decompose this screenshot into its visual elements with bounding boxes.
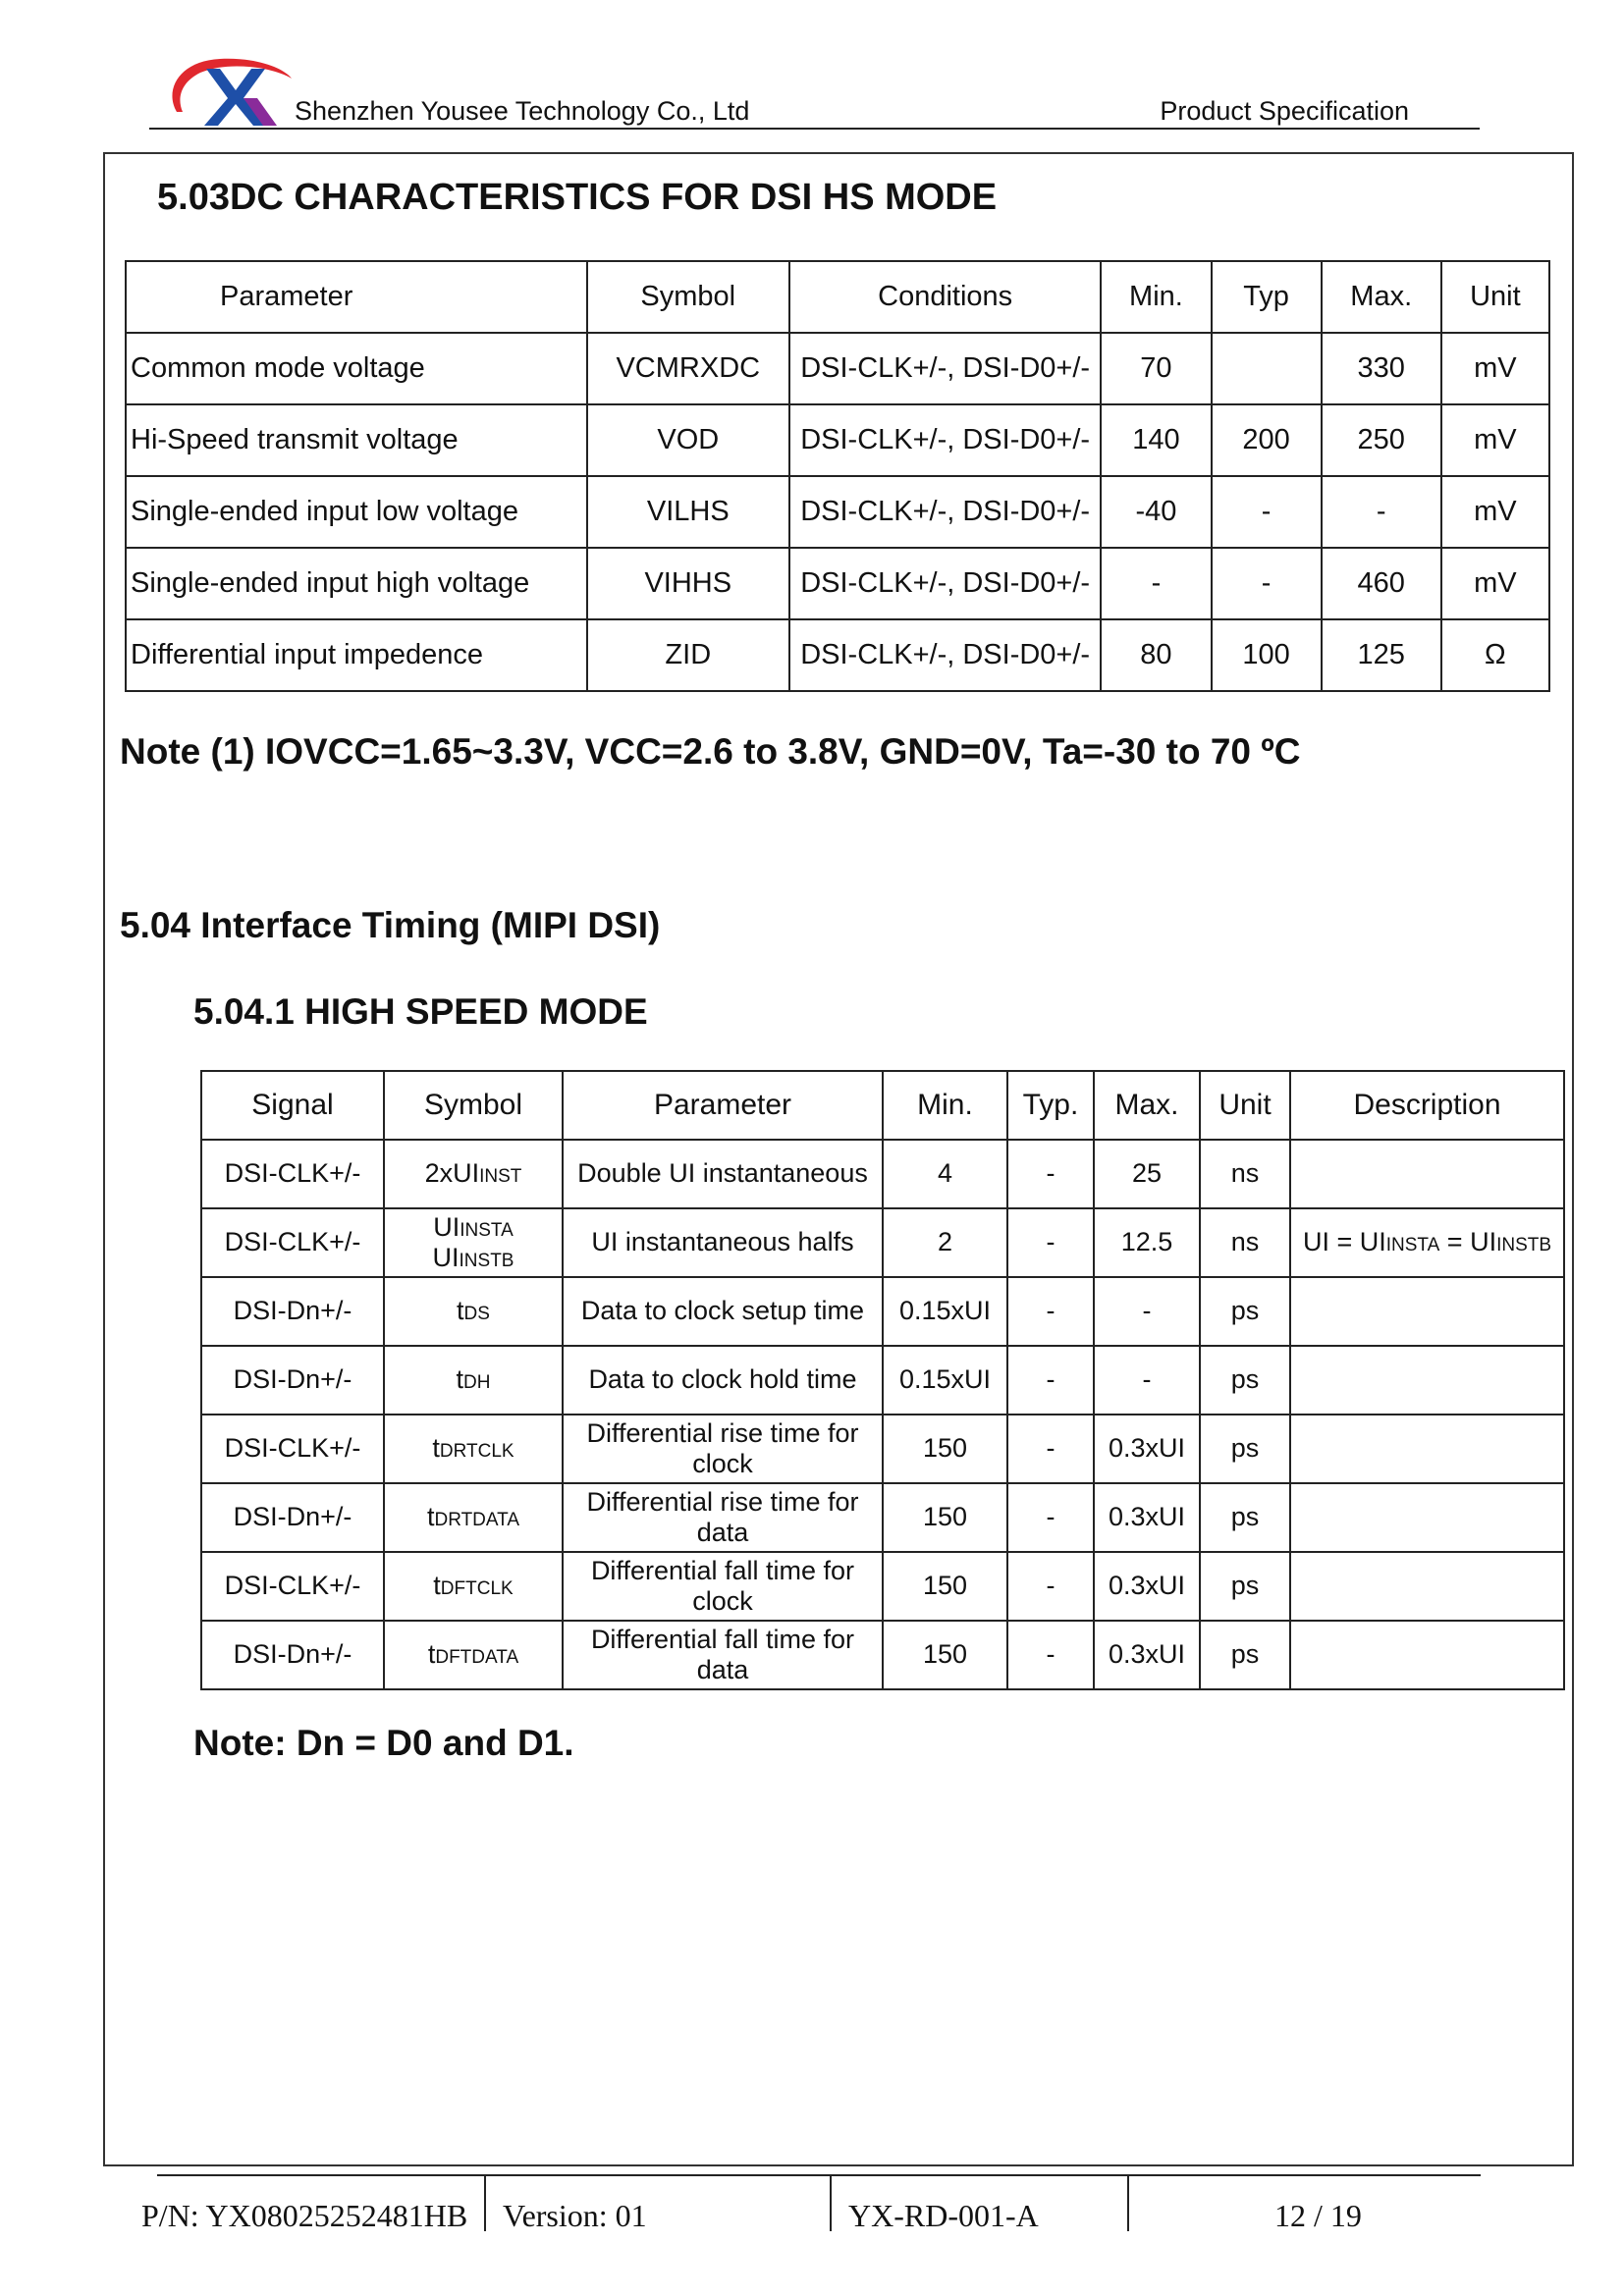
table-row <box>201 1140 1564 1208</box>
column-header: Conditions <box>789 261 1101 333</box>
table-header-row <box>126 261 1549 333</box>
table-cell: DSI-CLK+/-, DSI-D0+/- <box>789 476 1101 548</box>
parameter-cell: Differential fall time for data <box>563 1621 883 1689</box>
symbol-subscript: DS <box>463 1304 490 1325</box>
column-header: Typ. <box>1007 1071 1094 1140</box>
min-cell: 150 <box>883 1415 1007 1483</box>
signal-cell: DSI-Dn+/- <box>201 1483 384 1552</box>
table-cell: 80 <box>1101 619 1211 691</box>
table-cell: DSI-CLK+/-, DSI-D0+/- <box>789 619 1101 691</box>
symbol-cell <box>384 1140 563 1208</box>
table-cell: - <box>1101 548 1211 619</box>
document-type: Product Specification <box>1160 96 1409 126</box>
table-row <box>126 548 1549 619</box>
table-cell: mV <box>1441 548 1549 619</box>
unit-cell: ps <box>1200 1483 1290 1552</box>
table-row <box>126 333 1549 404</box>
unit-cell: ps <box>1200 1346 1290 1415</box>
unit-cell: ns <box>1200 1140 1290 1208</box>
table-row <box>201 1415 1564 1483</box>
table-cell: VCMRXDC <box>587 333 789 404</box>
signal-cell: DSI-CLK+/- <box>201 1552 384 1621</box>
typ-cell: - <box>1007 1208 1094 1277</box>
signal-cell: DSI-CLK+/- <box>201 1415 384 1483</box>
column-header: Max. <box>1094 1071 1200 1140</box>
table-row <box>201 1277 1564 1346</box>
table-cell: mV <box>1441 476 1549 548</box>
symbol-text: UI <box>433 1211 460 1242</box>
typ-cell: - <box>1007 1621 1094 1689</box>
column-header: Symbol <box>384 1071 563 1140</box>
symbol-subscript: DH <box>463 1372 491 1394</box>
table-row <box>126 619 1549 691</box>
symbol-cell <box>384 1346 563 1415</box>
unit-cell: ps <box>1200 1415 1290 1483</box>
parameter-cell: UI instantaneous halfs <box>563 1208 883 1277</box>
table-cell: 200 <box>1212 404 1322 476</box>
column-header: Typ <box>1212 261 1322 333</box>
signal-note: Note: Dn = D0 and D1. <box>193 1723 574 1763</box>
typ-cell: - <box>1007 1277 1094 1346</box>
dc-section-title: 5.03DC CHARACTERISTICS FOR DSI HS MODE <box>157 177 998 218</box>
max-cell: - <box>1094 1277 1200 1346</box>
column-header: Parameter <box>126 261 587 333</box>
table-cell: - <box>1212 548 1322 619</box>
symbol-text: t <box>432 1433 440 1464</box>
footer-separator <box>1127 2176 1129 2231</box>
table-cell: 125 <box>1322 619 1441 691</box>
symbol-text: t <box>427 1639 436 1670</box>
description-cell <box>1290 1208 1564 1277</box>
symbol-cell <box>384 1277 563 1346</box>
symbol-subscript: INST <box>479 1166 522 1188</box>
max-cell: 0.3xUI <box>1094 1415 1200 1483</box>
table-cell: mV <box>1441 404 1549 476</box>
table-row <box>201 1346 1564 1415</box>
parameter-cell: Differential rise time for data <box>563 1483 883 1552</box>
symbol-text: t <box>457 1296 464 1326</box>
timing-section-title: 5.04 Interface Timing (MIPI DSI) <box>120 905 661 945</box>
description-cell <box>1290 1140 1564 1208</box>
table-cell: DSI-CLK+/-, DSI-D0+/- <box>789 404 1101 476</box>
column-header: Symbol <box>587 261 789 333</box>
table-row <box>201 1483 1564 1552</box>
table-cell: 330 <box>1322 333 1441 404</box>
unit-cell: ns <box>1200 1208 1290 1277</box>
table-cell: mV <box>1441 333 1549 404</box>
description-cell <box>1290 1621 1564 1689</box>
high-speed-mode-title: 5.04.1 HIGH SPEED MODE <box>193 991 648 1032</box>
table-header-row <box>201 1071 1564 1140</box>
symbol-text: t <box>426 1502 435 1532</box>
min-cell: 2 <box>883 1208 1007 1277</box>
table-row <box>126 476 1549 548</box>
max-cell: 0.3xUI <box>1094 1552 1200 1621</box>
signal-cell: DSI-CLK+/- <box>201 1140 384 1208</box>
footer-separator <box>484 2176 486 2231</box>
footer-separator <box>830 2176 832 2231</box>
symbol-cell <box>384 1483 563 1552</box>
description-cell <box>1290 1277 1564 1346</box>
signal-cell: DSI-Dn+/- <box>201 1346 384 1415</box>
symbol-cell <box>384 1415 563 1483</box>
max-cell: 12.5 <box>1094 1208 1200 1277</box>
unit-cell: ps <box>1200 1552 1290 1621</box>
table-cell: Single-ended input low voltage <box>126 476 587 548</box>
table-row <box>126 404 1549 476</box>
unit-cell: ps <box>1200 1277 1290 1346</box>
part-number: P/N: YX08025252481HB <box>141 2198 468 2233</box>
symbol-text: t <box>433 1571 441 1601</box>
table-row <box>201 1621 1564 1689</box>
table-cell: Ω <box>1441 619 1549 691</box>
page-footer <box>106 2174 1481 2233</box>
description-text: UI = UI <box>1302 1227 1386 1257</box>
max-cell: 0.3xUI <box>1094 1483 1200 1552</box>
table-cell: 100 <box>1212 619 1322 691</box>
table-cell: 140 <box>1101 404 1211 476</box>
dc-conditions-note: Note (1) IOVCC=1.65~3.3V, VCC=2.6 to 3.8V, GND=0V, Ta=-30 to 70 ºC <box>120 731 1301 772</box>
table-cell: - <box>1212 476 1322 548</box>
header-divider <box>149 128 1480 130</box>
description-cell <box>1290 1552 1564 1621</box>
table-cell: 250 <box>1322 404 1441 476</box>
parameter-cell: Differential rise time for clock <box>563 1415 883 1483</box>
table-cell: Single-ended input high voltage <box>126 548 587 619</box>
document-number: YX-RD-001-A <box>848 2198 1039 2233</box>
table-cell: 460 <box>1322 548 1441 619</box>
table-cell: VIHHS <box>587 548 789 619</box>
typ-cell: - <box>1007 1346 1094 1415</box>
max-cell: - <box>1094 1346 1200 1415</box>
symbol-cell <box>384 1208 563 1277</box>
table-row <box>201 1208 1564 1277</box>
column-header: Max. <box>1322 261 1441 333</box>
signal-cell: DSI-Dn+/- <box>201 1277 384 1346</box>
parameter-cell: Differential fall time for clock <box>563 1552 883 1621</box>
table-cell: - <box>1322 476 1441 548</box>
symbol-subscript: DFTCLK <box>440 1578 514 1600</box>
symbol-subscript: DFTDATA <box>435 1647 519 1669</box>
column-header: Min. <box>1101 261 1211 333</box>
symbol-text: 2xUI <box>424 1158 480 1189</box>
table-cell: -40 <box>1101 476 1211 548</box>
description-cell <box>1290 1346 1564 1415</box>
table-cell <box>1212 333 1322 404</box>
column-header: Description <box>1290 1071 1564 1140</box>
description-cell <box>1290 1483 1564 1552</box>
min-cell: 150 <box>883 1483 1007 1552</box>
table-cell: Differential input impedence <box>126 619 587 691</box>
signal-cell: DSI-CLK+/- <box>201 1208 384 1277</box>
unit-cell: ps <box>1200 1621 1290 1689</box>
footer-divider <box>157 2174 1481 2176</box>
symbol-subscript: DRTCLK <box>439 1441 514 1463</box>
description-subscript: INSTA <box>1385 1235 1440 1256</box>
symbol-subscript: DRTDATA <box>434 1510 520 1531</box>
column-header: Parameter <box>563 1071 883 1140</box>
description-text: = UI <box>1439 1227 1497 1257</box>
table-cell: DSI-CLK+/-, DSI-D0+/- <box>789 333 1101 404</box>
signal-cell: DSI-Dn+/- <box>201 1621 384 1689</box>
table-cell: VILHS <box>587 476 789 548</box>
table-cell: Hi-Speed transmit voltage <box>126 404 587 476</box>
version: Version: 01 <box>503 2198 647 2233</box>
typ-cell: - <box>1007 1415 1094 1483</box>
typ-cell: - <box>1007 1552 1094 1621</box>
parameter-cell: Data to clock setup time <box>563 1277 883 1346</box>
high-speed-timing-table <box>200 1070 1565 1690</box>
column-header: Unit <box>1441 261 1549 333</box>
table-cell: ZID <box>587 619 789 691</box>
symbol-text: t <box>456 1364 464 1395</box>
table-cell: 70 <box>1101 333 1211 404</box>
min-cell: 150 <box>883 1621 1007 1689</box>
dc-characteristics-table <box>125 260 1550 692</box>
table-cell: Common mode voltage <box>126 333 587 404</box>
typ-cell: - <box>1007 1483 1094 1552</box>
max-cell: 25 <box>1094 1140 1200 1208</box>
table-cell: VOD <box>587 404 789 476</box>
min-cell: 150 <box>883 1552 1007 1621</box>
symbol-cell <box>384 1552 563 1621</box>
company-name: Shenzhen Yousee Technology Co., Ltd <box>295 96 750 126</box>
min-cell: 0.15xUI <box>883 1346 1007 1415</box>
column-header: Unit <box>1200 1071 1290 1140</box>
min-cell: 4 <box>883 1140 1007 1208</box>
symbol-subscript: INSTA <box>460 1219 514 1241</box>
symbol-subscript: INSTB <box>459 1251 514 1271</box>
parameter-cell: Double UI instantaneous <box>563 1140 883 1208</box>
symbol-cell <box>384 1621 563 1689</box>
page-number: 12 / 19 <box>1274 2198 1362 2233</box>
table-cell: DSI-CLK+/-, DSI-D0+/- <box>789 548 1101 619</box>
company-logo-icon <box>159 51 297 130</box>
typ-cell: - <box>1007 1140 1094 1208</box>
column-header: Signal <box>201 1071 384 1140</box>
table-row <box>201 1552 1564 1621</box>
max-cell: 0.3xUI <box>1094 1621 1200 1689</box>
description-subscript: INSTB <box>1496 1235 1552 1256</box>
symbol-text: UI <box>432 1243 460 1272</box>
description-cell <box>1290 1415 1564 1483</box>
min-cell: 0.15xUI <box>883 1277 1007 1346</box>
parameter-cell: Data to clock hold time <box>563 1346 883 1415</box>
page-header <box>149 39 1480 130</box>
column-header: Min. <box>883 1071 1007 1140</box>
